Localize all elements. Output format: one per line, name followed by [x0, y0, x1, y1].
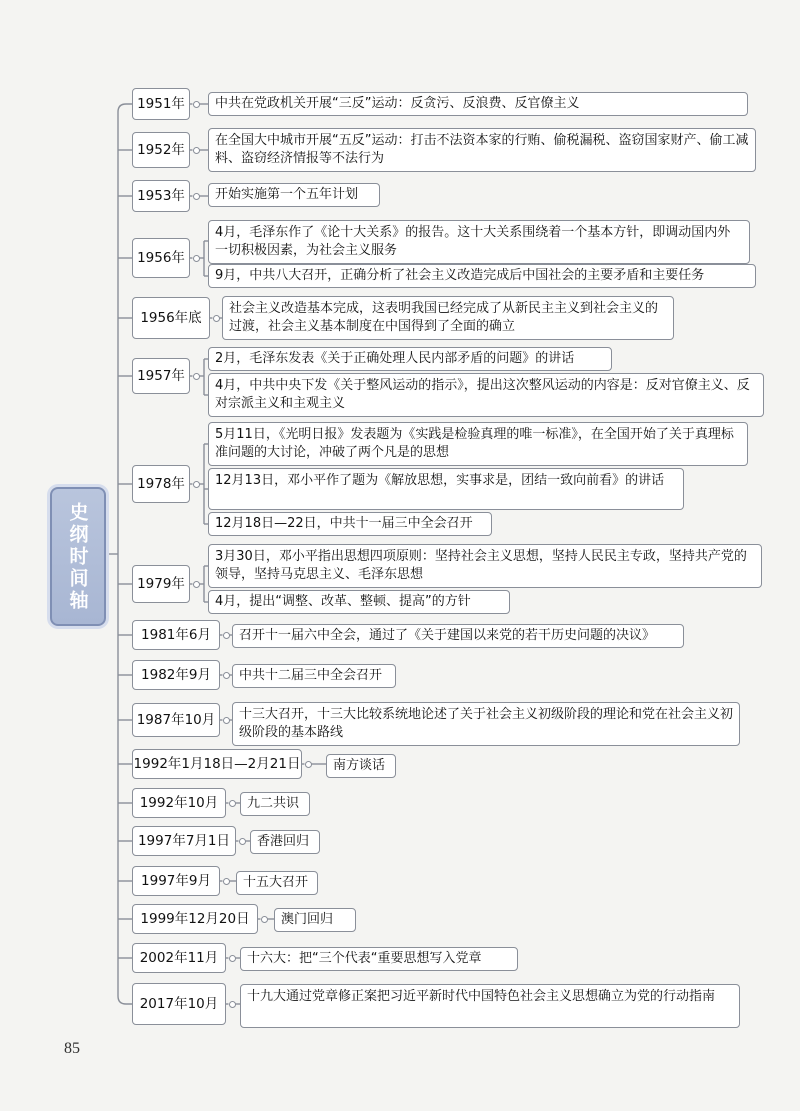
year-node: 1957年 — [132, 358, 190, 394]
year-node: 1953年 — [132, 180, 190, 212]
branch-line — [118, 104, 132, 112]
year-node: 1992年10月 — [132, 788, 226, 818]
year-node: 1999年12月20日 — [132, 904, 258, 934]
event-node: 4月，提出“调整、改革、整顿、提高”的方针 — [208, 590, 510, 614]
year-node: 2002年11月 — [132, 943, 226, 973]
event-node: 社会主义改造基本完成，这表明我国已经完成了从新民主主义到社会主义的过渡，社会主义基本制度在中国得到了全面的确立 — [222, 296, 674, 340]
connector-dot — [213, 315, 220, 322]
year-node: 1987年10月 — [132, 703, 220, 737]
connector-dot — [229, 955, 236, 962]
year-node: 1979年 — [132, 565, 190, 603]
connector-dot — [193, 101, 200, 108]
connector-dot — [305, 761, 312, 768]
event-node: 南方谈话 — [326, 754, 396, 778]
event-node: 十九大通过党章修正案把习近平新时代中国特色社会主义思想确立为党的行动指南 — [240, 984, 740, 1028]
connector-dot — [193, 255, 200, 262]
connector-dot — [193, 581, 200, 588]
event-node: 3月30日，邓小平指出思想四项原则：坚持社会主义思想，坚持人民民主专政，坚持共产党的领导，坚持马克思主义、毛泽东思想 — [208, 544, 762, 588]
event-node: 9月，中共八大召开，正确分析了社会主义改造完成后中国社会的主要矛盾和主要任务 — [208, 264, 756, 288]
event-node: 十五大召开 — [236, 871, 318, 895]
connector-dot — [223, 672, 230, 679]
root-node — [50, 487, 106, 626]
year-node: 1981年6月 — [132, 620, 220, 650]
year-node: 1951年 — [132, 88, 190, 120]
connector-dot — [223, 717, 230, 724]
connector-dot — [193, 481, 200, 488]
connector-dot — [193, 147, 200, 154]
connector-dot — [239, 838, 246, 845]
year-node: 1978年 — [132, 465, 190, 503]
year-node: 1982年9月 — [132, 660, 220, 690]
event-node: 召开十一届六中全会，通过了《关于建国以来党的若干历史问题的决议》 — [232, 624, 684, 648]
event-node: 中共十二届三中全会召开 — [232, 664, 396, 688]
year-node: 1992年1月18日—2月21日 — [132, 749, 302, 779]
connector-dot — [229, 800, 236, 807]
connector-dot — [193, 373, 200, 380]
event-node: 2月，毛泽东发表《关于正确处理人民内部矛盾的问题》的讲话 — [208, 347, 612, 371]
event-node: 澳门回归 — [274, 908, 356, 932]
root-title: 史纲时间轴 — [66, 501, 89, 612]
year-node: 1956年 — [132, 238, 190, 278]
year-node: 1956年底 — [132, 297, 210, 339]
year-node: 2017年10月 — [132, 983, 226, 1025]
branch-line — [118, 996, 132, 1004]
event-node: 十三大召开，十三大比较系统地论述了关于社会主义初级阶段的理论和党在社会主义初级阶段的基本路线 — [232, 702, 740, 746]
event-node: 九二共识 — [240, 792, 310, 816]
connector-dot — [223, 878, 230, 885]
event-node: 4月，毛泽东作了《论十大关系》的报告。这十大关系围绕着一个基本方针，即调动国内外一切积极因素，为社会主义服务 — [208, 220, 750, 264]
connector-dot — [261, 916, 268, 923]
year-node: 1952年 — [132, 132, 190, 168]
event-node: 4月，中共中央下发《关于整风运动的指示》，提出这次整风运动的内容是：反对官僚主义、反对宗派主义和主观主义 — [208, 373, 764, 417]
connector-dot — [229, 1001, 236, 1008]
year-node: 1997年7月1日 — [132, 826, 236, 856]
event-node: 5月11日，《光明日报》发表题为《实践是检验真理的唯一标准》，在全国开始了关于真理标准问题的大讨论，冲破了两个凡是的思想 — [208, 422, 748, 466]
year-node: 1997年9月 — [132, 866, 220, 896]
event-node: 在全国大中城市开展“五反”运动：打击不法资本家的行贿、偷税漏税、盗窃国家财产、偷工减料、盗窃经济情报等不法行为 — [208, 128, 756, 172]
event-node: 12月18日—22日，中共十一届三中全会召开 — [208, 512, 492, 536]
event-node: 开始实施第一个五年计划 — [208, 183, 380, 207]
page-number: 85 — [64, 1040, 80, 1057]
event-node: 12月13日，邓小平作了题为《解放思想，实事求是，团结一致向前看》的讲话 — [208, 468, 684, 510]
connector-dot — [193, 193, 200, 200]
event-node: 十六大：把“三个代表“重要思想写入党章 — [240, 947, 518, 971]
event-node: 中共在党政机关开展“三反”运动：反贪污、反浪费、反官僚主义 — [208, 92, 748, 116]
connector-dot — [223, 632, 230, 639]
event-node: 香港回归 — [250, 830, 320, 854]
